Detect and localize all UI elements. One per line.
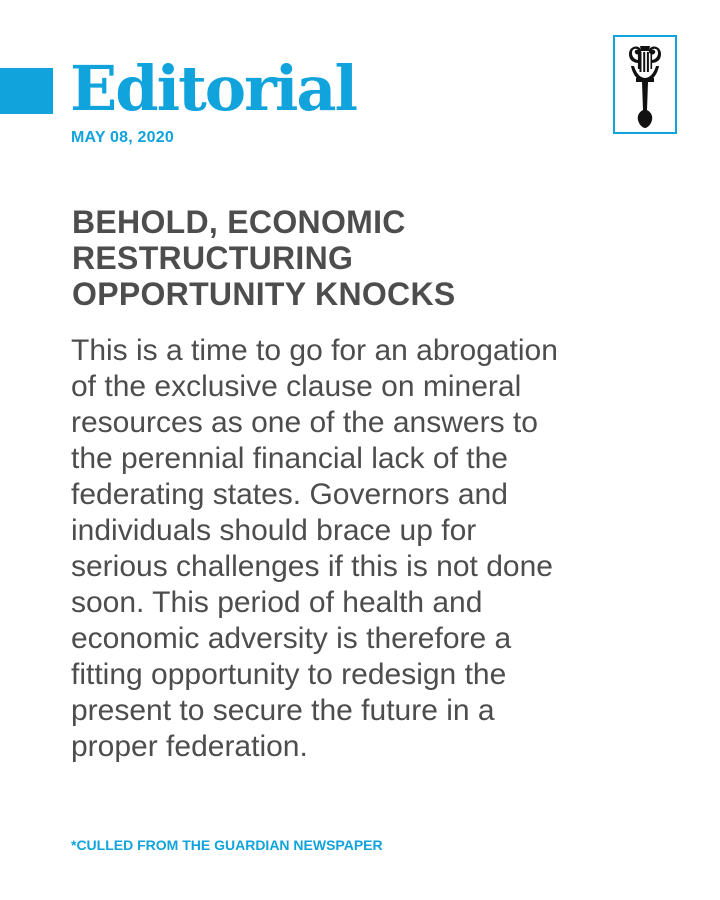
logo <box>613 35 677 134</box>
source-credit: *CULLED FROM THE GUARDIAN NEWSPAPER <box>71 837 383 853</box>
accent-block <box>0 68 53 114</box>
article-body: This is a time to go for an abrogation of the exclusive clause on mineral resources as one of the answers to the perennial financial lack of the federating states. Governors and individuals should brace up for serious challenges if this is not done soon. This period of health and economic adversity is therefore a fitting opportunity to redesign the present to secure the future in a proper federation. <box>71 334 558 763</box>
comb-emblem-icon <box>623 40 667 130</box>
section-title: Editorial <box>70 52 357 125</box>
article-headline: BEHOLD, ECONOMIC RESTRUCTURING OPPORTUNITY KNOCKS <box>72 204 456 312</box>
publish-date: MAY 08, 2020 <box>71 129 174 146</box>
